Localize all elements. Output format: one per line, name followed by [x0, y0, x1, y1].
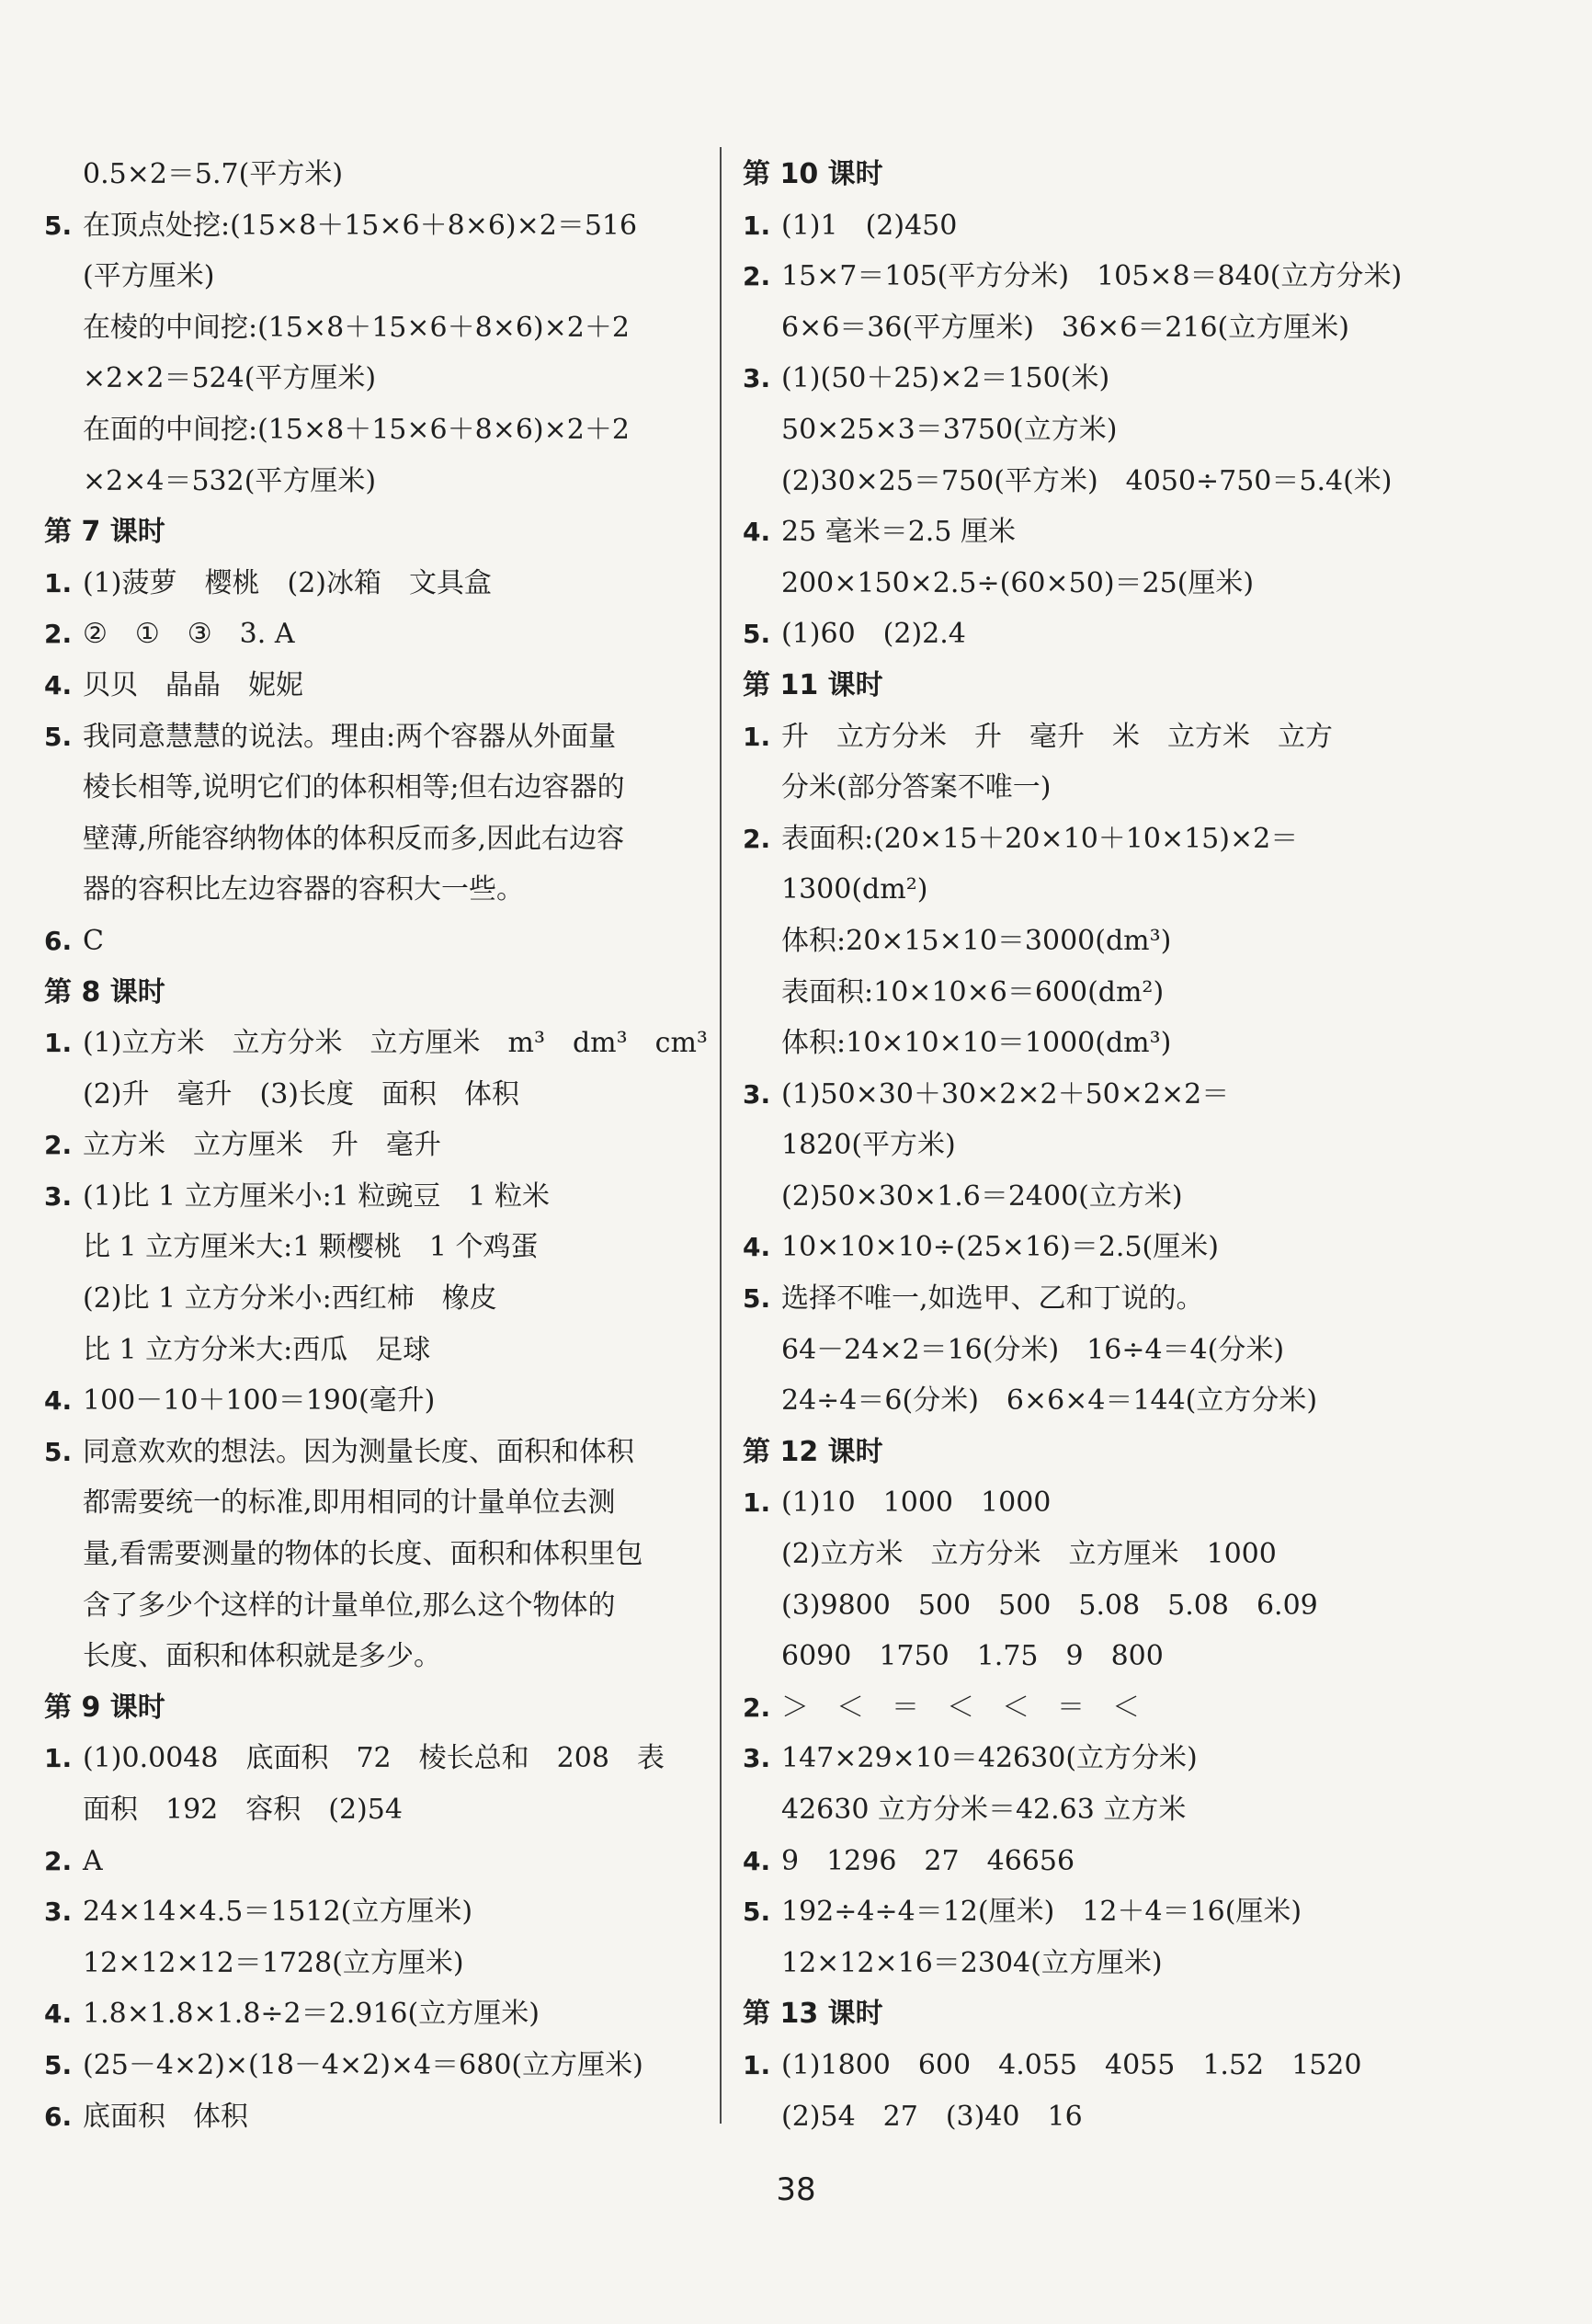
answer-continuation: (2)30×25＝750(平方米) 4050÷750＝5.4(米) — [781, 464, 1393, 497]
answer-continuation: (2)比 1 立方分米小:西红柿 橡皮 — [83, 1282, 497, 1316]
item-number: 3. — [743, 363, 771, 394]
answer-item — [44, 660, 715, 712]
item-number: 2. — [743, 823, 771, 854]
answer-item — [743, 1273, 1414, 1325]
item-text: 24×14×4.5＝1512(立方厘米) — [83, 1896, 473, 1929]
item-number: 4. — [44, 1999, 73, 2030]
item-number: 4. — [743, 1845, 771, 1876]
answer-continuation: ×2×2＝524(平方厘米) — [83, 362, 377, 395]
item-text: (1)0.0048 底面积 72 棱长总和 208 表 — [83, 1742, 665, 1775]
answer-item — [44, 200, 715, 252]
item-number: 4. — [44, 1385, 73, 1417]
answer-continuation: 表面积:10×10×6＝600(dm²) — [781, 975, 1165, 1008]
item-text: 1.8×1.8×1.8÷2＝2.916(立方厘米) — [83, 1998, 540, 2031]
answer-item — [743, 1477, 1414, 1529]
answer-item — [44, 1427, 715, 1478]
item-text: 192÷4÷4＝12(厘米) 12＋4＝16(厘米) — [781, 1896, 1302, 1929]
left-column — [44, 149, 715, 2142]
answer-item — [743, 609, 1414, 660]
answer-continuation: (2)升 毫升 (3)长度 面积 体积 — [83, 1077, 519, 1111]
item-number: 1. — [743, 2049, 771, 2080]
page-number: 38 — [776, 2171, 816, 2208]
item-text: ② ① ③ 3. A — [83, 618, 295, 651]
item-number: 5. — [44, 2049, 73, 2080]
item-number: 2. — [44, 1845, 73, 1876]
answer-item — [44, 1886, 715, 1938]
item-number: 6. — [44, 925, 73, 956]
answer-item — [44, 1375, 715, 1427]
item-number: 5. — [44, 1436, 73, 1467]
answer-continuation: 200×150×2.5÷(60×50)＝25(厘米) — [781, 566, 1255, 599]
item-text: (1)比 1 立方厘米小:1 粒豌豆 1 粒米 — [83, 1179, 551, 1213]
lesson-heading: 第 8 课时 — [44, 975, 165, 1008]
answer-continuation: 1300(dm²) — [781, 873, 928, 906]
item-text: 底面积 体积 — [83, 2100, 248, 2133]
item-text: 10×10×10÷(25×16)＝2.5(厘米) — [781, 1231, 1219, 1264]
item-number: 1. — [44, 1743, 73, 1774]
item-text: ＞ ＜ ＝ ＜ ＜ ＝ ＜ — [781, 1691, 1140, 1724]
answer-item — [44, 1018, 715, 1069]
item-text: 25 毫米＝2.5 厘米 — [781, 516, 1016, 549]
item-text: 立方米 立方厘米 升 毫升 — [83, 1129, 441, 1162]
item-text: 100－10＋100＝190(毫升) — [83, 1384, 436, 1418]
answer-continuation: (2)50×30×1.6＝2400(立方米) — [781, 1179, 1183, 1213]
answer-item — [44, 1171, 715, 1223]
item-number: 1. — [44, 1028, 73, 1059]
answer-item — [44, 609, 715, 660]
lesson-heading: 第 7 课时 — [44, 516, 165, 549]
item-number: 5. — [743, 1283, 771, 1315]
item-number: 3. — [44, 1180, 73, 1212]
answer-continuation: 64－24×2＝16(分米) 16÷4＝4(分米) — [781, 1333, 1285, 1366]
item-number: 1. — [743, 210, 771, 241]
item-text: (25－4×2)×(18－4×2)×4＝680(立方厘米) — [83, 2048, 643, 2081]
item-number: 4. — [44, 669, 73, 701]
item-text: (1)立方米 立方分米 立方厘米 m³ dm³ cm³ — [83, 1027, 708, 1060]
answer-item — [44, 558, 715, 609]
answer-continuation: 12×12×16＝2304(立方厘米) — [781, 1946, 1163, 1979]
answer-continuation: 比 1 立方分米大:西瓜 足球 — [83, 1333, 431, 1366]
answer-continuation: 器的容积比左边容器的容积大一些。 — [83, 873, 524, 906]
answer-continuation: (平方厘米) — [83, 260, 215, 293]
answer-item — [743, 1682, 1414, 1734]
item-number: 5. — [743, 1897, 771, 1928]
answer-item — [44, 1836, 715, 1887]
item-number: 3. — [743, 1078, 771, 1110]
answer-continuation: 分米(部分答案不唯一) — [781, 771, 1052, 804]
item-text: 在顶点处挖:(15×8＋15×6＋8×6)×2＝516 — [83, 209, 638, 242]
item-number: 5. — [44, 721, 73, 752]
item-text: 9 1296 27 46656 — [781, 1844, 1075, 1877]
answer-item — [44, 1988, 715, 2040]
item-number: 2. — [743, 261, 771, 292]
item-text: (1)10 1000 1000 — [781, 1487, 1052, 1520]
item-text: (1)(50＋25)×2＝150(米) — [781, 362, 1110, 395]
lesson-heading: 第 13 课时 — [743, 1998, 883, 2031]
item-number: 4. — [743, 1232, 771, 1263]
lesson-heading: 第 9 课时 — [44, 1691, 165, 1724]
answer-continuation: (2)立方米 立方分米 立方厘米 1000 — [781, 1538, 1277, 1571]
answer-continuation: 42630 立方分米＝42.63 立方米 — [781, 1794, 1187, 1826]
item-number: 2. — [44, 619, 73, 650]
item-number: 1. — [44, 567, 73, 598]
answer-continuation: 在棱的中间挖:(15×8＋15×6＋8×6)×2＋2 — [83, 311, 630, 344]
answer-continuation: 都需要统一的标准,即用相同的计量单位去测 — [83, 1487, 616, 1520]
answer-item — [743, 1886, 1414, 1938]
item-number: 3. — [44, 1897, 73, 1928]
answer-item — [743, 1222, 1414, 1273]
answer-continuation: 面积 192 容积 (2)54 — [83, 1794, 403, 1826]
item-text: 147×29×10＝42630(立方分米) — [781, 1742, 1198, 1775]
answer-continuation: 24÷4＝6(分米) 6×6×4＝144(立方分米) — [781, 1384, 1318, 1418]
item-number: 5. — [44, 210, 73, 241]
item-text: 15×7＝105(平方分米) 105×8＝840(立方分米) — [781, 260, 1403, 293]
item-text: (1)50×30＋30×2×2＋50×2×2＝ — [781, 1077, 1230, 1111]
item-number: 1. — [743, 721, 771, 752]
answer-item — [743, 1733, 1414, 1784]
item-text: 我同意慧慧的说法。理由:两个容器从外面量 — [83, 720, 617, 753]
answer-continuation: 量,看需要测量的物体的长度、面积和体积里包 — [83, 1538, 643, 1571]
answer-continuation: 体积:20×15×10＝3000(dm³) — [781, 924, 1172, 957]
answer-continuation: 壁薄,所能容纳物体的体积反而多,因此右边容 — [83, 822, 625, 855]
answer-continuation: 6090 1750 1.75 9 800 — [781, 1640, 1164, 1673]
item-number: 2. — [743, 1692, 771, 1723]
answer-item — [44, 2040, 715, 2091]
answer-item — [44, 712, 715, 763]
item-number: 1. — [743, 1487, 771, 1519]
item-text: A — [83, 1844, 103, 1877]
answer-item — [44, 2091, 715, 2143]
answer-item — [743, 1836, 1414, 1887]
item-text: C — [83, 924, 104, 957]
item-number: 4. — [743, 517, 771, 548]
answer-continuation: 12×12×12＝1728(立方厘米) — [83, 1946, 464, 1979]
item-text: (1)1800 600 4.055 4055 1.52 1520 — [781, 2048, 1362, 2081]
item-number: 5. — [743, 619, 771, 650]
answer-item — [743, 814, 1414, 865]
item-number: 2. — [44, 1130, 73, 1161]
answer-continuation: 长度、面积和体积就是多少。 — [83, 1640, 441, 1673]
answer-continuation: 体积:10×10×10＝1000(dm³) — [781, 1027, 1172, 1060]
answer-continuation: (2)54 27 (3)40 16 — [781, 2100, 1083, 2133]
lesson-heading: 第 11 课时 — [743, 668, 883, 701]
item-number: 3. — [743, 1743, 771, 1774]
answer-continuation: 棱长相等,说明它们的体积相等;但右边容器的 — [83, 771, 625, 804]
answer-item — [743, 712, 1414, 763]
answer-item — [743, 1069, 1414, 1121]
answer-continuation: 比 1 立方厘米大:1 颗樱桃 1 个鸡蛋 — [83, 1231, 539, 1264]
answer-item — [44, 1733, 715, 1784]
item-text: 表面积:(20×15＋20×10＋10×15)×2＝ — [781, 822, 1299, 855]
answer-item — [743, 507, 1414, 558]
answer-continuation: 在面的中间挖:(15×8＋15×6＋8×6)×2＋2 — [83, 413, 630, 446]
answer-item — [743, 251, 1414, 302]
lesson-heading: 第 12 课时 — [743, 1435, 883, 1468]
answer-item — [44, 1120, 715, 1171]
item-text: (1)菠萝 樱桃 (2)冰箱 文具盒 — [83, 566, 492, 599]
answer-item — [743, 353, 1414, 404]
item-number: 6. — [44, 2101, 73, 2132]
item-text: (1)1 (2)450 — [781, 209, 958, 242]
column-divider — [720, 147, 722, 2124]
item-text: 升 立方分米 升 毫升 米 立方米 立方 — [781, 720, 1333, 753]
item-text: (1)60 (2)2.4 — [781, 618, 966, 651]
answer-continuation: (3)9800 500 500 5.08 5.08 6.09 — [781, 1589, 1318, 1622]
item-text: 同意欢欢的想法。因为测量长度、面积和体积 — [83, 1435, 634, 1468]
right-column — [743, 149, 1414, 2142]
answer-continuation: 50×25×3＝3750(立方米) — [781, 413, 1118, 446]
answer-continuation: ×2×4＝532(平方厘米) — [83, 464, 377, 497]
answer-continuation: 含了多少个这样的计量单位,那么这个物体的 — [83, 1589, 616, 1622]
answer-continuation: 6×6＝36(平方厘米) 36×6＝216(立方厘米) — [781, 311, 1349, 344]
answer-item — [743, 2040, 1414, 2091]
lesson-heading: 第 10 课时 — [743, 158, 883, 190]
answer-continuation: 0.5×2＝5.7(平方米) — [83, 158, 344, 190]
answer-item — [44, 916, 715, 967]
answer-item — [743, 200, 1414, 252]
item-text: 贝贝 晶晶 妮妮 — [83, 668, 303, 701]
item-text: 选择不唯一,如选甲、乙和丁说的。 — [781, 1282, 1204, 1316]
answer-continuation: 1820(平方米) — [781, 1129, 956, 1162]
